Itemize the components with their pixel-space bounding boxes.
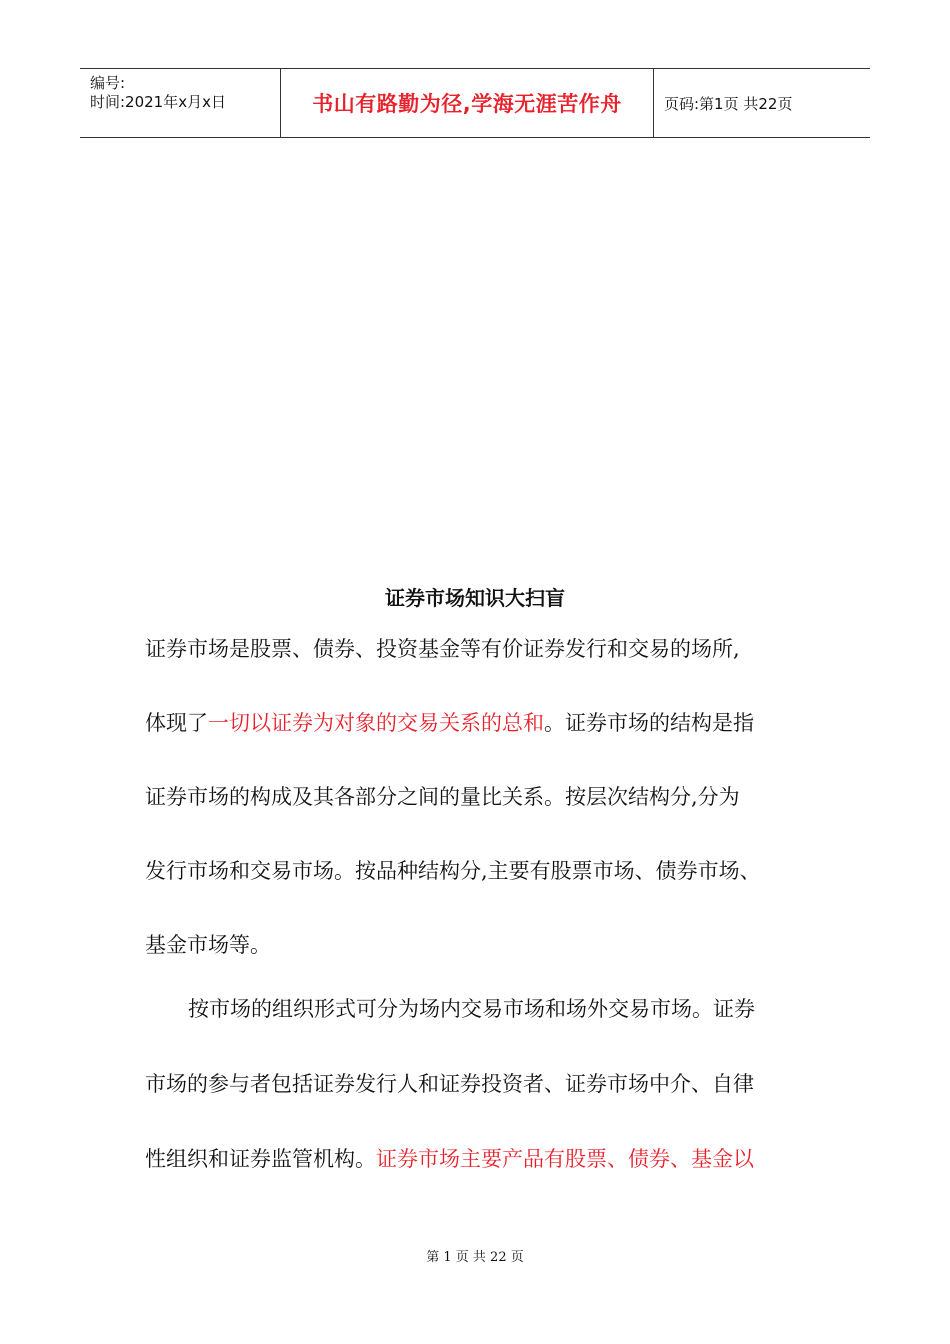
header-motto: 书山有路勤为径,学海无涯苦作舟 bbox=[312, 92, 622, 116]
body-line-3: 证券市场的构成及其各部分之间的量比关系。按层次结构分,分为 bbox=[145, 785, 740, 809]
header-page-cell bbox=[654, 69, 870, 137]
document-title: 证券市场知识大扫盲 bbox=[385, 586, 565, 610]
body-line-5: 基金市场等。 bbox=[145, 933, 271, 957]
body-line-2-pre: 体现了 bbox=[145, 711, 208, 735]
body-line-2 bbox=[145, 707, 754, 737]
document-number-label: 编号: bbox=[90, 74, 126, 92]
highlighted-phrase: 证券市场主要产品有股票、债券、基金以 bbox=[376, 1147, 754, 1171]
body-line-1: 证券市场是股票、债券、投资基金等有价证券发行和交易的场所, bbox=[145, 637, 740, 661]
body-line-7: 市场的参与者包括证券发行人和证券投资者、证券市场中介、自律 bbox=[145, 1072, 754, 1096]
body-line-8-pre: 性组织和证券监管机构。 bbox=[145, 1147, 376, 1171]
page-footer: 第 1 页 共 22 页 bbox=[426, 1250, 524, 1265]
header-page-info: 页码:第1页 共22页 bbox=[664, 94, 793, 113]
highlighted-phrase: 一切以证券为对象的交易关系的总和 bbox=[208, 711, 544, 735]
body-line-2-post: 。证券市场的结构是指 bbox=[544, 711, 754, 735]
body-line-8 bbox=[145, 1143, 754, 1173]
header-meta-cell bbox=[80, 69, 281, 137]
document-time-label: 时间:2021年x月x日 bbox=[90, 93, 226, 111]
page-header bbox=[80, 68, 870, 138]
body-line-4: 发行市场和交易市场。按品种结构分,主要有股票市场、债券市场、 bbox=[145, 859, 761, 883]
body-line-6: 按市场的组织形式可分为场内交易市场和场外交易市场。证券 bbox=[188, 997, 755, 1021]
header-motto-cell bbox=[281, 69, 654, 137]
